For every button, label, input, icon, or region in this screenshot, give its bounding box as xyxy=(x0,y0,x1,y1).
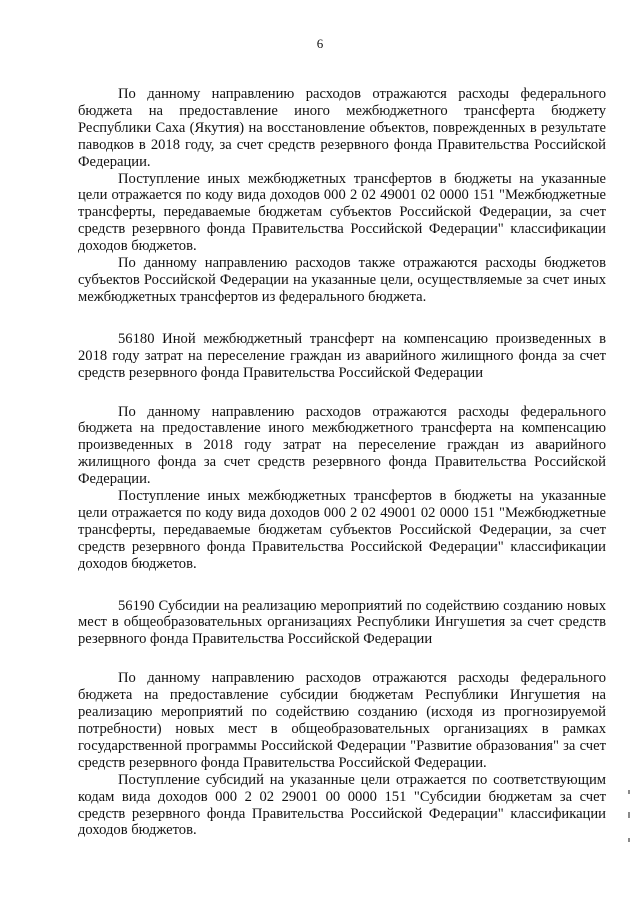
scan-mark xyxy=(628,812,630,818)
scan-mark xyxy=(628,838,630,842)
paragraph-5: Поступление иных межбюджетных трансфертов в бюджеты на указанные цели отражается по коду вида доходов 000 2 02 49001 02 0000 151 "Межбюджетные трансферты, передаваемые бюджетам субъектов Российской Федерации, за счет средств резервного фонда Правительства Российской Федерации" классификации доходов бюджетов. xyxy=(78,488,606,572)
paragraph-3: По данному направлению расходов также отражаются расходы бюджетов субъектов Российской Федерации на указанные цели, осуществляемые за счет иных межбюджетных трансфертов из федерального бюджета. xyxy=(78,255,606,305)
paragraph-2: Поступление иных межбюджетных трансфертов в бюджеты на указанные цели отражается по коду вида доходов 000 2 02 49001 02 0000 151 "Межбюджетные трансферты, передаваемые бюджетам субъектов Российской Федерации, за счет средств резервного фонда Правительства Российской Федерации" классификации доходов бюджетов. xyxy=(78,170,606,255)
section-gap xyxy=(78,306,606,331)
scan-mark xyxy=(628,790,630,794)
paragraph-7: Поступление субсидий на указанные цели отражается по соответствующим кодам вида доходов 000 2 02 29001 00 0000 151 "Субсидии бюджетам за счет средств резервного фонда Правительства Российской Федерации" классификации доходов бюджетов. xyxy=(78,771,606,839)
paragraph-4: По данному направлению расходов отражаются расходы федерального бюджета на предоставление иного межбюджетного трансферта на компенсацию произведенных в 2018 году затрат на переселение граждан из аварийного жилищного фонда за счет средств резервного фонда Правительства Российской Федерации. xyxy=(78,403,606,488)
page-number: 6 xyxy=(316,36,324,51)
section-gap xyxy=(78,382,606,404)
document-body xyxy=(78,86,606,839)
section-gap xyxy=(78,573,606,598)
section-gap xyxy=(78,648,606,670)
section-heading-56190: 56190 Субсидии на реализацию мероприятий по содействию созданию новых мест в общеобразовательных организациях Республики Ингушетия за счет средств резервного фонда Правительства Российской Федерации xyxy=(78,597,606,648)
paragraph-1: По данному направлению расходов отражаются расходы федерального бюджета на предоставление иного межбюджетного трансферта бюджету Республики Саха (Якутия) на восстановление объектов, поврежденных в результате паводков в 2018 году, за счет средств резервного фонда Правительства Российской Федерации. xyxy=(78,86,606,170)
paragraph-6: По данному направлению расходов отражаются расходы федерального бюджета на предоставление субсидии бюджетам Республики Ингушетия на реализацию мероприятий по содействию созданию (исходя из прогнозируемой потребности) новых мест в общеобразовательных организациях в рамках государственной программы Российской Федерации "Развитие образования" за счет средств резервного фонда Правительства Российской Федерации. xyxy=(78,670,606,771)
section-heading-56180: 56180 Иной межбюджетный трансферт на компенсацию произведенных в 2018 году затрат на переселение граждан из аварийного жилищного фонда за счет средств резервного фонда Правительства Российской Федерации xyxy=(78,330,606,381)
